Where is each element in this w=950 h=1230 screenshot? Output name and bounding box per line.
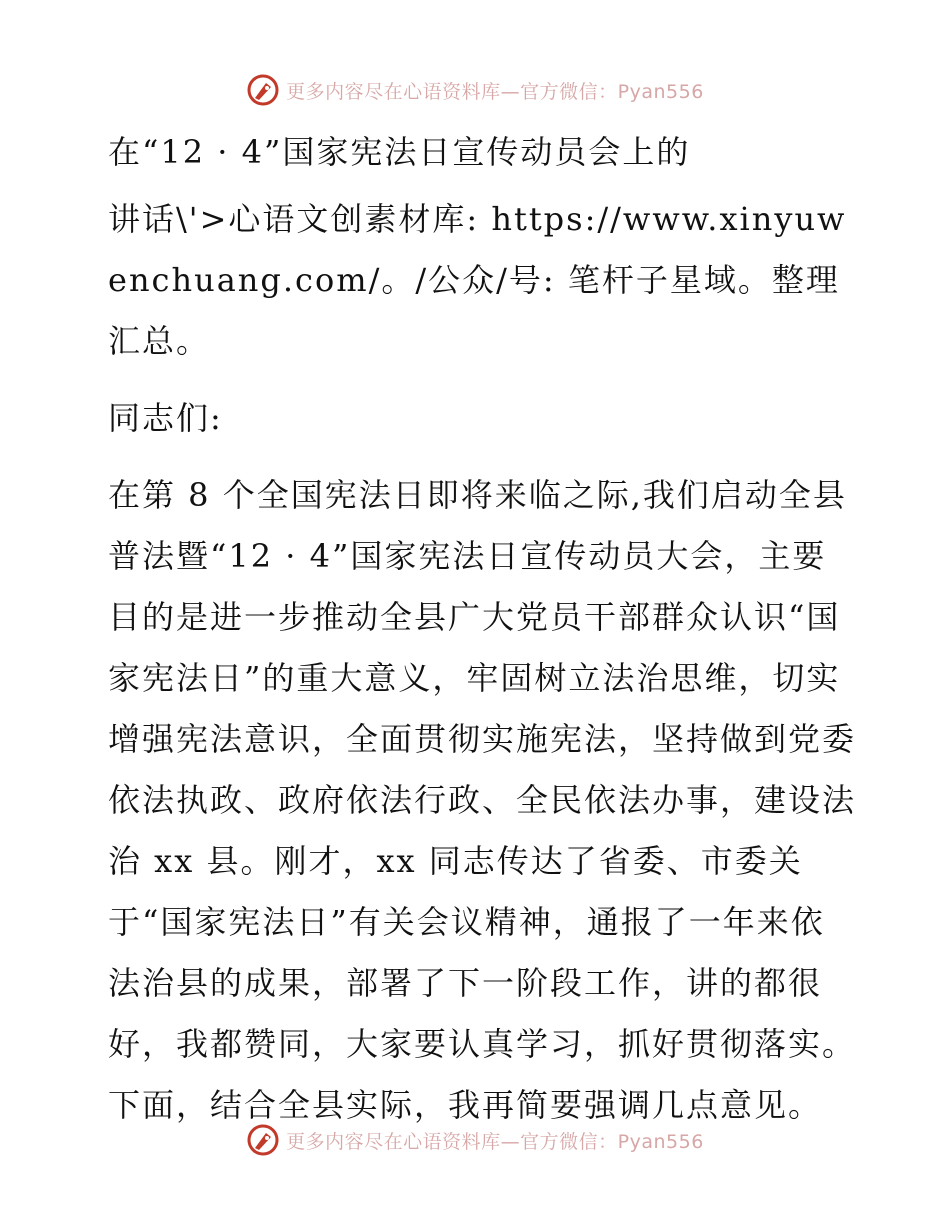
title-line-1: 在“12 · 4”国家宪法日宣传动员会上的 bbox=[108, 133, 691, 171]
pen-nib-icon bbox=[246, 73, 280, 107]
title-line-2: 讲话\'>心语文创素材库: https://www.xinyuwenchuang.com/。/公众/号: 笔杆子星域。整理汇总。 bbox=[108, 200, 847, 360]
watermark-header bbox=[0, 68, 950, 112]
watermark-text: 更多内容尽在心语资料库—官方微信：Pyan556 bbox=[286, 1130, 704, 1153]
salutation: 同志们: bbox=[108, 399, 223, 437]
body-paragraph: 在第 8 个全国宪法日即将来临之际,我们启动全县普法暨“12 · 4”国家宪法日宣传动员大会，主要目的是进一步推动全县广大党员干部群众认识“国家宪法日”的重大意义，牢固树立法治思维，切实增强宪法意识，全面贯彻实施宪法，坚持做到党委依法执政、政府依法行政、全民依法办事，建设法治 xx 县。刚才，xx 同志传达了省委、市委关于“国家宪法日”有关会议精神，通报了一年来依法治县的成果，部署了下一阶段工作，讲的都很好，我都赞同，大家要认真学习，抓好贯彻落实。下面，结合全县实际，我再简要强调几点意见。 bbox=[108, 476, 857, 1124]
watermark-footer bbox=[0, 1118, 950, 1162]
watermark-text: 更多内容尽在心语资料库—官方微信：Pyan556 bbox=[286, 80, 704, 103]
document-body bbox=[98, 122, 858, 1136]
pen-nib-icon bbox=[246, 1123, 280, 1157]
